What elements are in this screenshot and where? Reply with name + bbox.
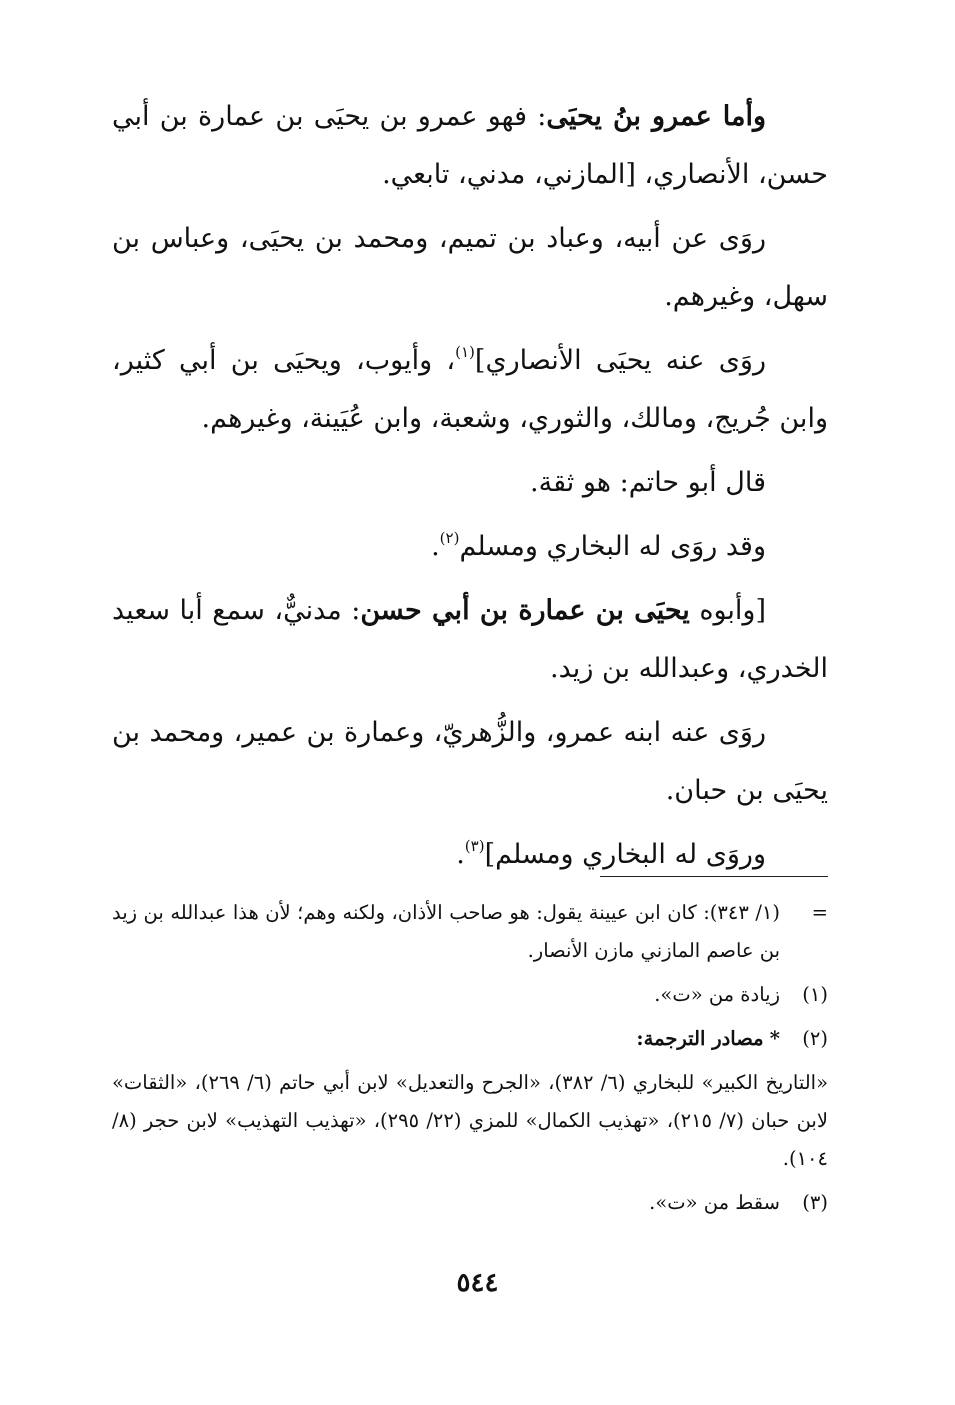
paragraph-text: : فهو عمرو بن يحيَى بن عمارة بن أبي حسن، الأنصاري، [المازني، مدني، تابعي. — [112, 101, 828, 190]
paragraph-narrated-by — [112, 332, 828, 448]
footnote-2-body: «التاريخ الكبير» للبخاري (٦/ ٣٨٢)، «الجرح والتعديل» لابن أبي حاتم (٦/ ٢٦٩)، «الثقات» لابن حبان (٧/ ٢١٥)، «تهذيب الكمال» للمزي (٢٢/ ٢٩٥)، «تهذيب التهذيب» لابن حجر (٨/ ١٠٤). — [112, 1071, 828, 1170]
paragraph-father-intro — [112, 582, 828, 698]
footnote-number: (٣) — [802, 1191, 828, 1214]
paragraph-text: وقد روَى له البخاري ومسلم — [459, 531, 766, 562]
name-heading: وأما عمرو بنُ يحيَى — [546, 101, 766, 132]
footnote-3 — [112, 1184, 828, 1222]
footnote-text: (١/ ٣٤٣): كان ابن عيينة يقول: هو صاحب الأذان، ولكنه وهم؛ لأن هذا عبدالله بن زيد بن عاصم المازني مازن الأنصار. — [112, 901, 780, 962]
paragraph-text: روَى عنه يحيَى الأنصاري] — [474, 345, 766, 376]
page-number: ٥٤٤ — [456, 1268, 499, 1298]
footnote-ref: (٣) — [464, 837, 485, 855]
paragraph-text: . — [456, 839, 465, 870]
paragraph-text: وروَى له البخاري ومسلم] — [484, 839, 766, 870]
paragraph-bukhari-muslim — [112, 518, 828, 576]
paragraph-text: روَى عن أبيه، وعباد بن تميم، ومحمد بن يحيَى، وعباس بن سهل، وغيرهم. — [112, 223, 828, 312]
footnotes — [112, 894, 828, 1228]
footnote-ref: (١) — [455, 343, 475, 361]
main-text — [112, 88, 828, 890]
footnote-text: زيادة من «ت». — [654, 983, 780, 1006]
footnote-divider — [600, 876, 828, 877]
paragraph-text: . — [431, 531, 440, 562]
star-icon: * — [769, 1027, 780, 1050]
paragraph-text: قال أبو حاتم: هو ثقة. — [530, 467, 766, 498]
footnote-ref: (٢) — [439, 529, 460, 547]
name-heading: يحيَى بن عمارة بن أبي حسن — [360, 595, 690, 626]
paragraph-narrated-from — [112, 210, 828, 326]
paragraph-abu-hatim — [112, 454, 828, 512]
footnote-number: (٢) — [802, 1027, 828, 1050]
footnote-1 — [112, 976, 828, 1014]
footnote-2 — [112, 1020, 828, 1058]
footnote-number: (١) — [802, 983, 828, 1006]
paragraph-amr-intro — [112, 88, 828, 204]
paragraph-text: : مدنيٌّ، سمع أبا سعيد الخدري، وعبدالله بن زيد. — [112, 595, 828, 684]
continuation-marker: = — [811, 901, 828, 924]
footnote-text: سقط من «ت». — [649, 1191, 780, 1214]
paragraph-text: ، وأيوب، ويحيَى بن أبي كثير، وابن جُريج، ومالك، والثوري، وشعبة، وابن عُيَينة، وغيرهم. — [112, 345, 828, 434]
sources-heading: مصادر الترجمة: — [636, 1027, 764, 1050]
footnote-heading — [112, 1020, 780, 1058]
paragraph-text: روَى عنه ابنه عمرو، والزُّهريّ، وعمارة بن عمير، ومحمد بن يحيَى بن حبان. — [112, 717, 828, 806]
paragraph-father-narrated-by — [112, 704, 828, 820]
paragraph-text: [وأبوه — [689, 595, 767, 626]
footnote-continuation — [112, 894, 828, 970]
